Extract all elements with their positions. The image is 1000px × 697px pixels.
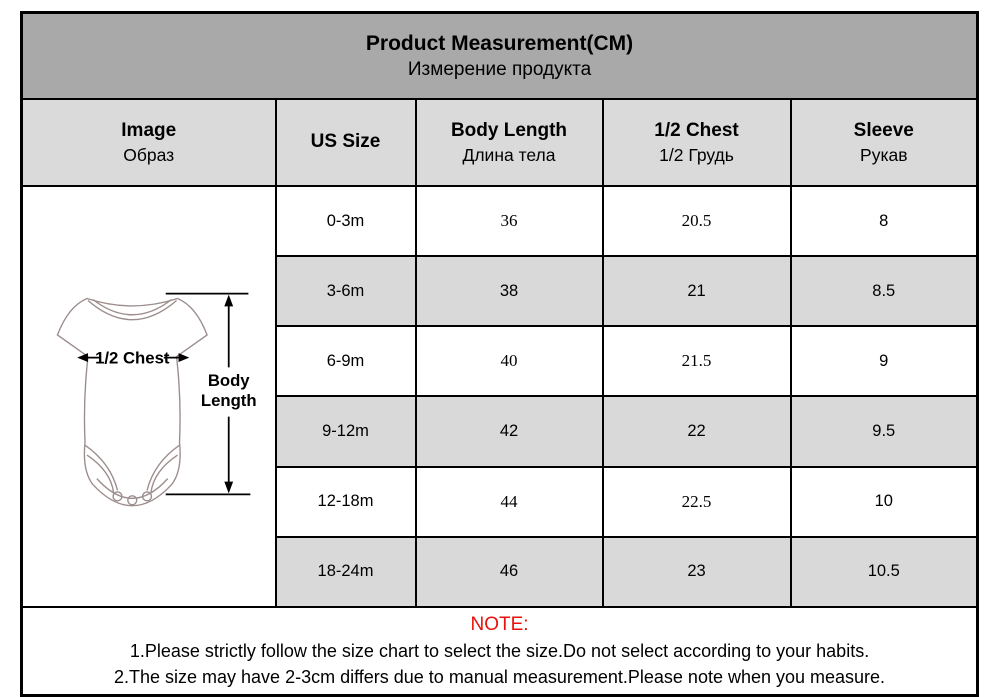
size-chart-sheet [20, 11, 979, 697]
column-header-image [22, 99, 276, 186]
header-half-chest-ru: 1/2 Грудь [659, 145, 734, 166]
half-chest-cell: 22.5 [603, 467, 791, 537]
snap-button-icon [128, 496, 137, 505]
header-row [22, 99, 978, 186]
header-sleeve-ru: Рукав [860, 145, 908, 166]
us-size-cell: 6-9m [276, 326, 416, 396]
note-cell [22, 607, 978, 696]
column-header-sleeve [791, 99, 978, 186]
bodysuit-diagram [24, 187, 274, 601]
half-chest-cell: 21 [603, 256, 791, 326]
half-chest-label: 1/2 Chest [94, 348, 170, 368]
header-sleeve-en: Sleeve [853, 119, 914, 141]
sleeve-cell: 8 [791, 186, 978, 256]
table-title-en: Product Measurement(CM) [365, 31, 634, 55]
body-length-cell: 40 [416, 326, 603, 396]
body-length-cell: 36 [416, 186, 603, 256]
us-size-cell: 3-6m [276, 256, 416, 326]
us-size-cell: 9-12m [276, 396, 416, 466]
header-us-size-en: US Size [310, 131, 381, 153]
column-header-body-length [416, 99, 603, 186]
measurement-table [20, 11, 979, 697]
half-chest-cell: 23 [603, 537, 791, 607]
header-image-en: Image [121, 119, 177, 141]
header-body-length-en: Body Length [450, 119, 568, 141]
column-header-half-chest [603, 99, 791, 186]
note-title: NOTE: [470, 613, 529, 635]
column-header-us-size [276, 99, 416, 186]
bodysuit-outline [57, 299, 207, 506]
note-line-2: 2.The size may have 2-3cm differs due to manual measurement.Please note when you measure. [113, 667, 886, 688]
body-length-cell: 42 [416, 396, 603, 466]
header-half-chest-en: 1/2 Chest [654, 119, 739, 141]
half-chest-cell: 21.5 [603, 326, 791, 396]
sleeve-cell: 8.5 [791, 256, 978, 326]
half-chest-cell: 20.5 [603, 186, 791, 256]
body-length-cell: 38 [416, 256, 603, 326]
table-title-ru: Измерение продукта [407, 59, 592, 81]
body-length-label-line2: Length [200, 390, 257, 410]
header-image-ru: Образ [123, 145, 175, 166]
us-size-cell: 18-24m [276, 537, 416, 607]
body-length-cell: 46 [416, 537, 603, 607]
title-row [22, 13, 978, 100]
note-line-1: 1.Please strictly follow the size chart to select the size.Do not select according to your habits. [129, 641, 870, 662]
sleeve-cell: 10 [791, 467, 978, 537]
body-length-label-line1: Body [207, 371, 250, 391]
header-body-length-ru: Длина тела [462, 145, 556, 166]
us-size-cell: 0-3m [276, 186, 416, 256]
body-length-cell: 44 [416, 467, 603, 537]
sleeve-cell: 9 [791, 326, 978, 396]
note-row [22, 607, 978, 696]
table-row [22, 186, 978, 256]
half-chest-cell: 22 [603, 396, 791, 466]
sleeve-cell: 9.5 [791, 396, 978, 466]
sleeve-cell: 10.5 [791, 537, 978, 607]
us-size-cell: 12-18m [276, 467, 416, 537]
table-title-cell [22, 13, 978, 100]
bodysuit-diagram-cell [22, 186, 276, 607]
